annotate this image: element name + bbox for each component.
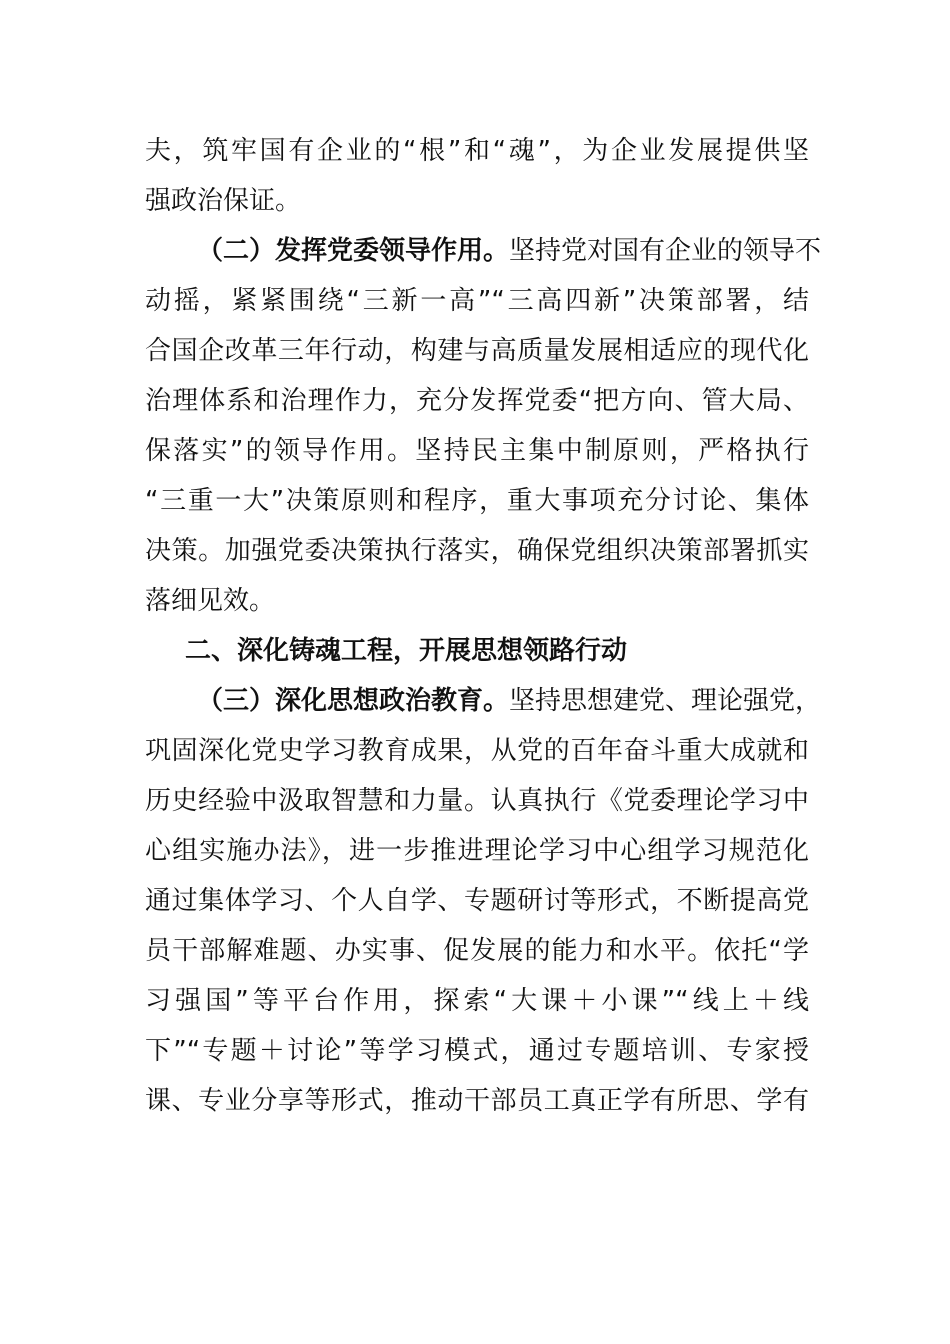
- section-text: 坚持思想建党、理论强党，: [509, 686, 822, 716]
- paragraph-line: 夫，筑牢国有企业的“根”和“魂”，为企业发展提供坚: [145, 136, 809, 166]
- paragraph-line: 员干部解难题、办实事、促发展的能力和水平。依托“学: [145, 936, 809, 966]
- chapter-heading: 二、深化铸魂工程，开展思想领路行动: [185, 636, 628, 666]
- paragraph-line: 课、专业分享等形式，推动干部员工真正学有所思、学有: [145, 1086, 809, 1116]
- section-paragraph-line: [145, 676, 822, 726]
- paragraph-line: 历史经验中汲取智慧和力量。认真执行《党委理论学习中: [145, 786, 809, 816]
- paragraph-line: “三重一大”决策原则和程序，重大事项充分讨论、集体: [145, 486, 809, 516]
- section-heading-3: （三）深化思想政治教育。: [197, 686, 510, 716]
- paragraph-line: 习强国”等平台作用，探索“大课＋小课”“线上＋线: [145, 986, 809, 1016]
- paragraph-line: 动摇，紧紧围绕“三新一高”“三高四新”决策部署，结: [145, 286, 809, 316]
- paragraph-line: 合国企改革三年行动，构建与高质量发展相适应的现代化: [145, 336, 809, 366]
- paragraph-line: 强政治保证。: [145, 186, 302, 216]
- section-text: 坚持党对国有企业的领导不: [509, 236, 822, 266]
- paragraph-line: 巩固深化党史学习教育成果，从党的百年奋斗重大成就和: [145, 736, 809, 766]
- document-body: [145, 126, 822, 1126]
- paragraph-line: 保落实”的领导作用。坚持民主集中制原则，严格执行: [145, 436, 809, 466]
- section-paragraph-line: [145, 226, 822, 276]
- paragraph-line: 通过集体学习、个人自学、专题研讨等形式，不断提高党: [145, 886, 809, 916]
- paragraph-line: 决策。加强党委决策执行落实，确保党组织决策部署抓实: [145, 536, 809, 566]
- paragraph-line: 治理体系和治理作力，充分发挥党委“把方向、管大局、: [145, 386, 809, 416]
- paragraph-line: 下”“专题＋讨论”等学习模式，通过专题培训、专家授: [145, 1036, 809, 1066]
- paragraph-line: 落细见效。: [145, 586, 276, 616]
- paragraph-line: 心组实施办法》，进一步推进理论学习中心组学习规范化: [145, 836, 809, 866]
- section-heading-2: （二）发挥党委领导作用。: [197, 236, 510, 266]
